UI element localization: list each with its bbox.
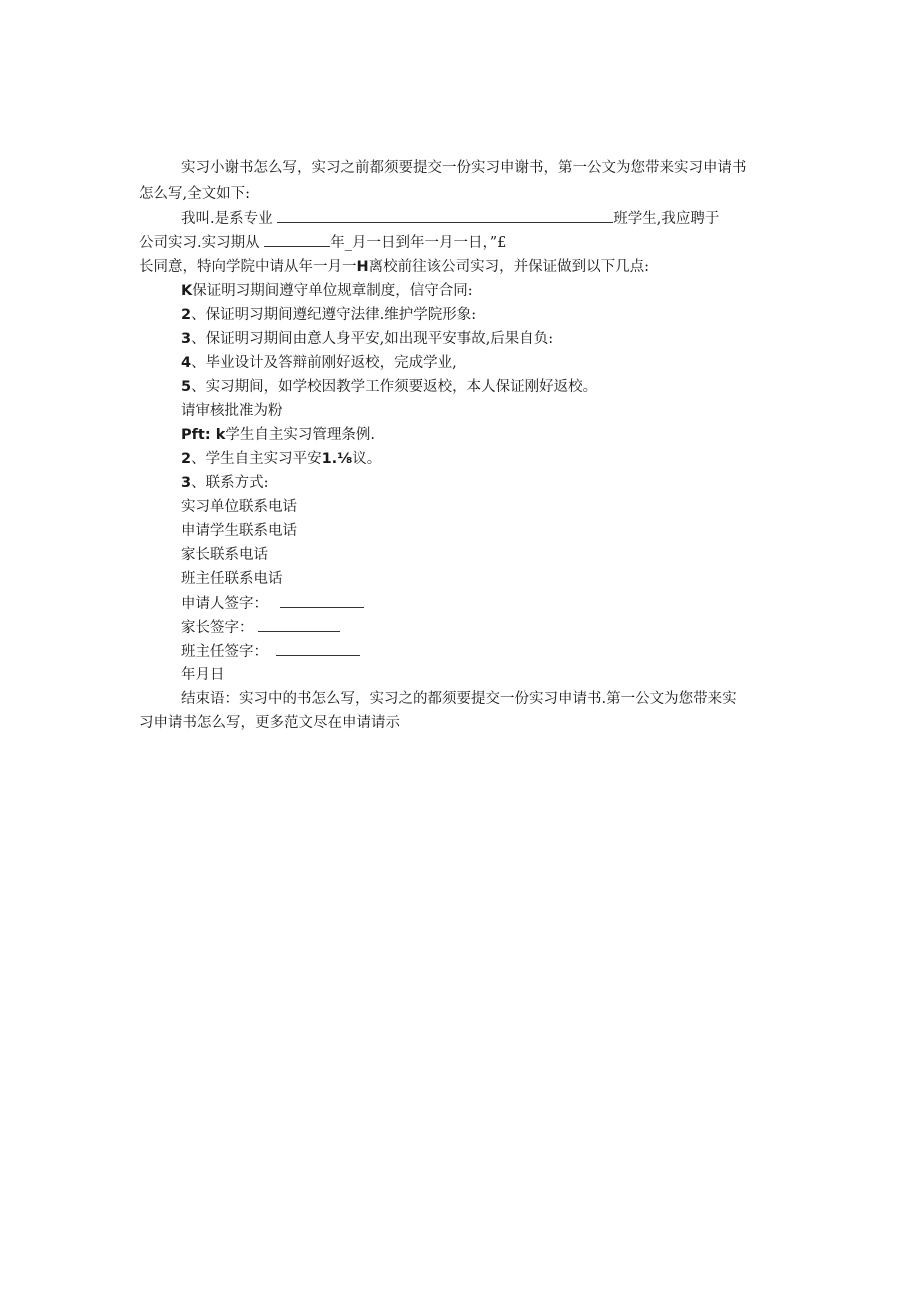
ocr-glyph: H	[356, 259, 369, 275]
list-item	[181, 329, 553, 349]
body-paragraph-3	[139, 257, 649, 277]
body-paragraph-1	[181, 208, 719, 229]
attachment-text: 、联系方式:	[191, 475, 269, 491]
contact-line: 实习单位联系电话	[181, 499, 297, 515]
signature-parent	[181, 617, 340, 638]
body-text: 我叫.是系专业	[181, 211, 273, 227]
attachment-number: 2	[181, 451, 192, 467]
list-item-text: 、保证明习期间遵纪遵守法律.维护学院形象:	[191, 307, 477, 323]
list-item	[181, 305, 476, 325]
attachment-3	[181, 473, 268, 493]
signature-label: 申请人签字：	[181, 596, 268, 612]
signature-label: 班主任签字：	[181, 644, 268, 660]
signature-blank	[258, 617, 340, 632]
attachment-text: 、学生自主实习平安	[191, 451, 322, 467]
ocr-glyph: 1.⅛	[321, 451, 353, 467]
attachment-number: 3	[181, 475, 192, 491]
period-blank	[264, 232, 330, 247]
contact-line: 申请学生联系电话	[181, 523, 297, 539]
signature-label: 家长签字：	[181, 620, 254, 636]
intro-line-2: 怎么写,全文如下:	[139, 186, 250, 202]
list-item	[181, 377, 597, 397]
body-text: 年_月一日到年一月一日，”£	[330, 235, 507, 251]
intro-line-1: 实习小谢书怎么写，实习之前都须要提交一份实习申谢书，第一公文为您带来实习申请书	[181, 160, 747, 176]
list-item-number: 2	[181, 307, 192, 323]
signature-applicant	[181, 593, 364, 614]
list-item-number: 4	[181, 355, 192, 371]
signature-teacher	[181, 641, 360, 662]
list-item	[181, 353, 457, 373]
body-text: 离校前往该公司实习，并保证做到以下几点:	[368, 259, 650, 275]
contact-line: 班主任联系电话	[181, 571, 283, 587]
contact-line: 家长联系电话	[181, 547, 268, 563]
list-item-text: 、实习期间，如学校因教学工作须要返校，本人保证刚好返校。	[191, 379, 598, 395]
closing-line-2: 习申请书怎么写，更多范文尽在申请请示	[139, 715, 400, 731]
body-text: 公司实习.实习期从	[139, 235, 260, 251]
closing-line-1: 结束语：实习中的书怎么写，实习之的都须要提交一份实习申请书.第一公文为您带来实	[181, 691, 737, 707]
request-line: 请审核批准为粉	[181, 403, 283, 419]
attachment-text: 学生自主实习管理条例.	[225, 427, 375, 443]
list-item-text: 保证明习期间遵守单位规章制度，信守合同:	[192, 283, 473, 299]
list-item-number: 3	[181, 331, 192, 347]
major-blank	[277, 208, 613, 223]
body-paragraph-2	[139, 232, 506, 253]
attachment-2	[181, 449, 381, 469]
list-item-number: K	[181, 283, 193, 299]
list-item-text: 、毕业设计及答辩前刚好返校，完成学业,	[191, 355, 457, 371]
body-text: 班学生,我应聘于	[613, 211, 720, 227]
signature-blank	[276, 641, 360, 656]
attachment-1	[181, 425, 375, 445]
list-item-number: 5	[181, 379, 192, 395]
date-line: 年月日	[181, 667, 225, 683]
list-item-text: 、保证明习期间由意人身平安,如出现平安事故,后果自负:	[191, 331, 554, 347]
body-text: 长同意，特向学院中请从年一月一	[139, 259, 357, 275]
list-item	[181, 281, 473, 301]
attachment-label: Pft: k	[181, 427, 226, 443]
attachment-text: 议。	[352, 451, 382, 467]
signature-blank	[280, 593, 364, 608]
